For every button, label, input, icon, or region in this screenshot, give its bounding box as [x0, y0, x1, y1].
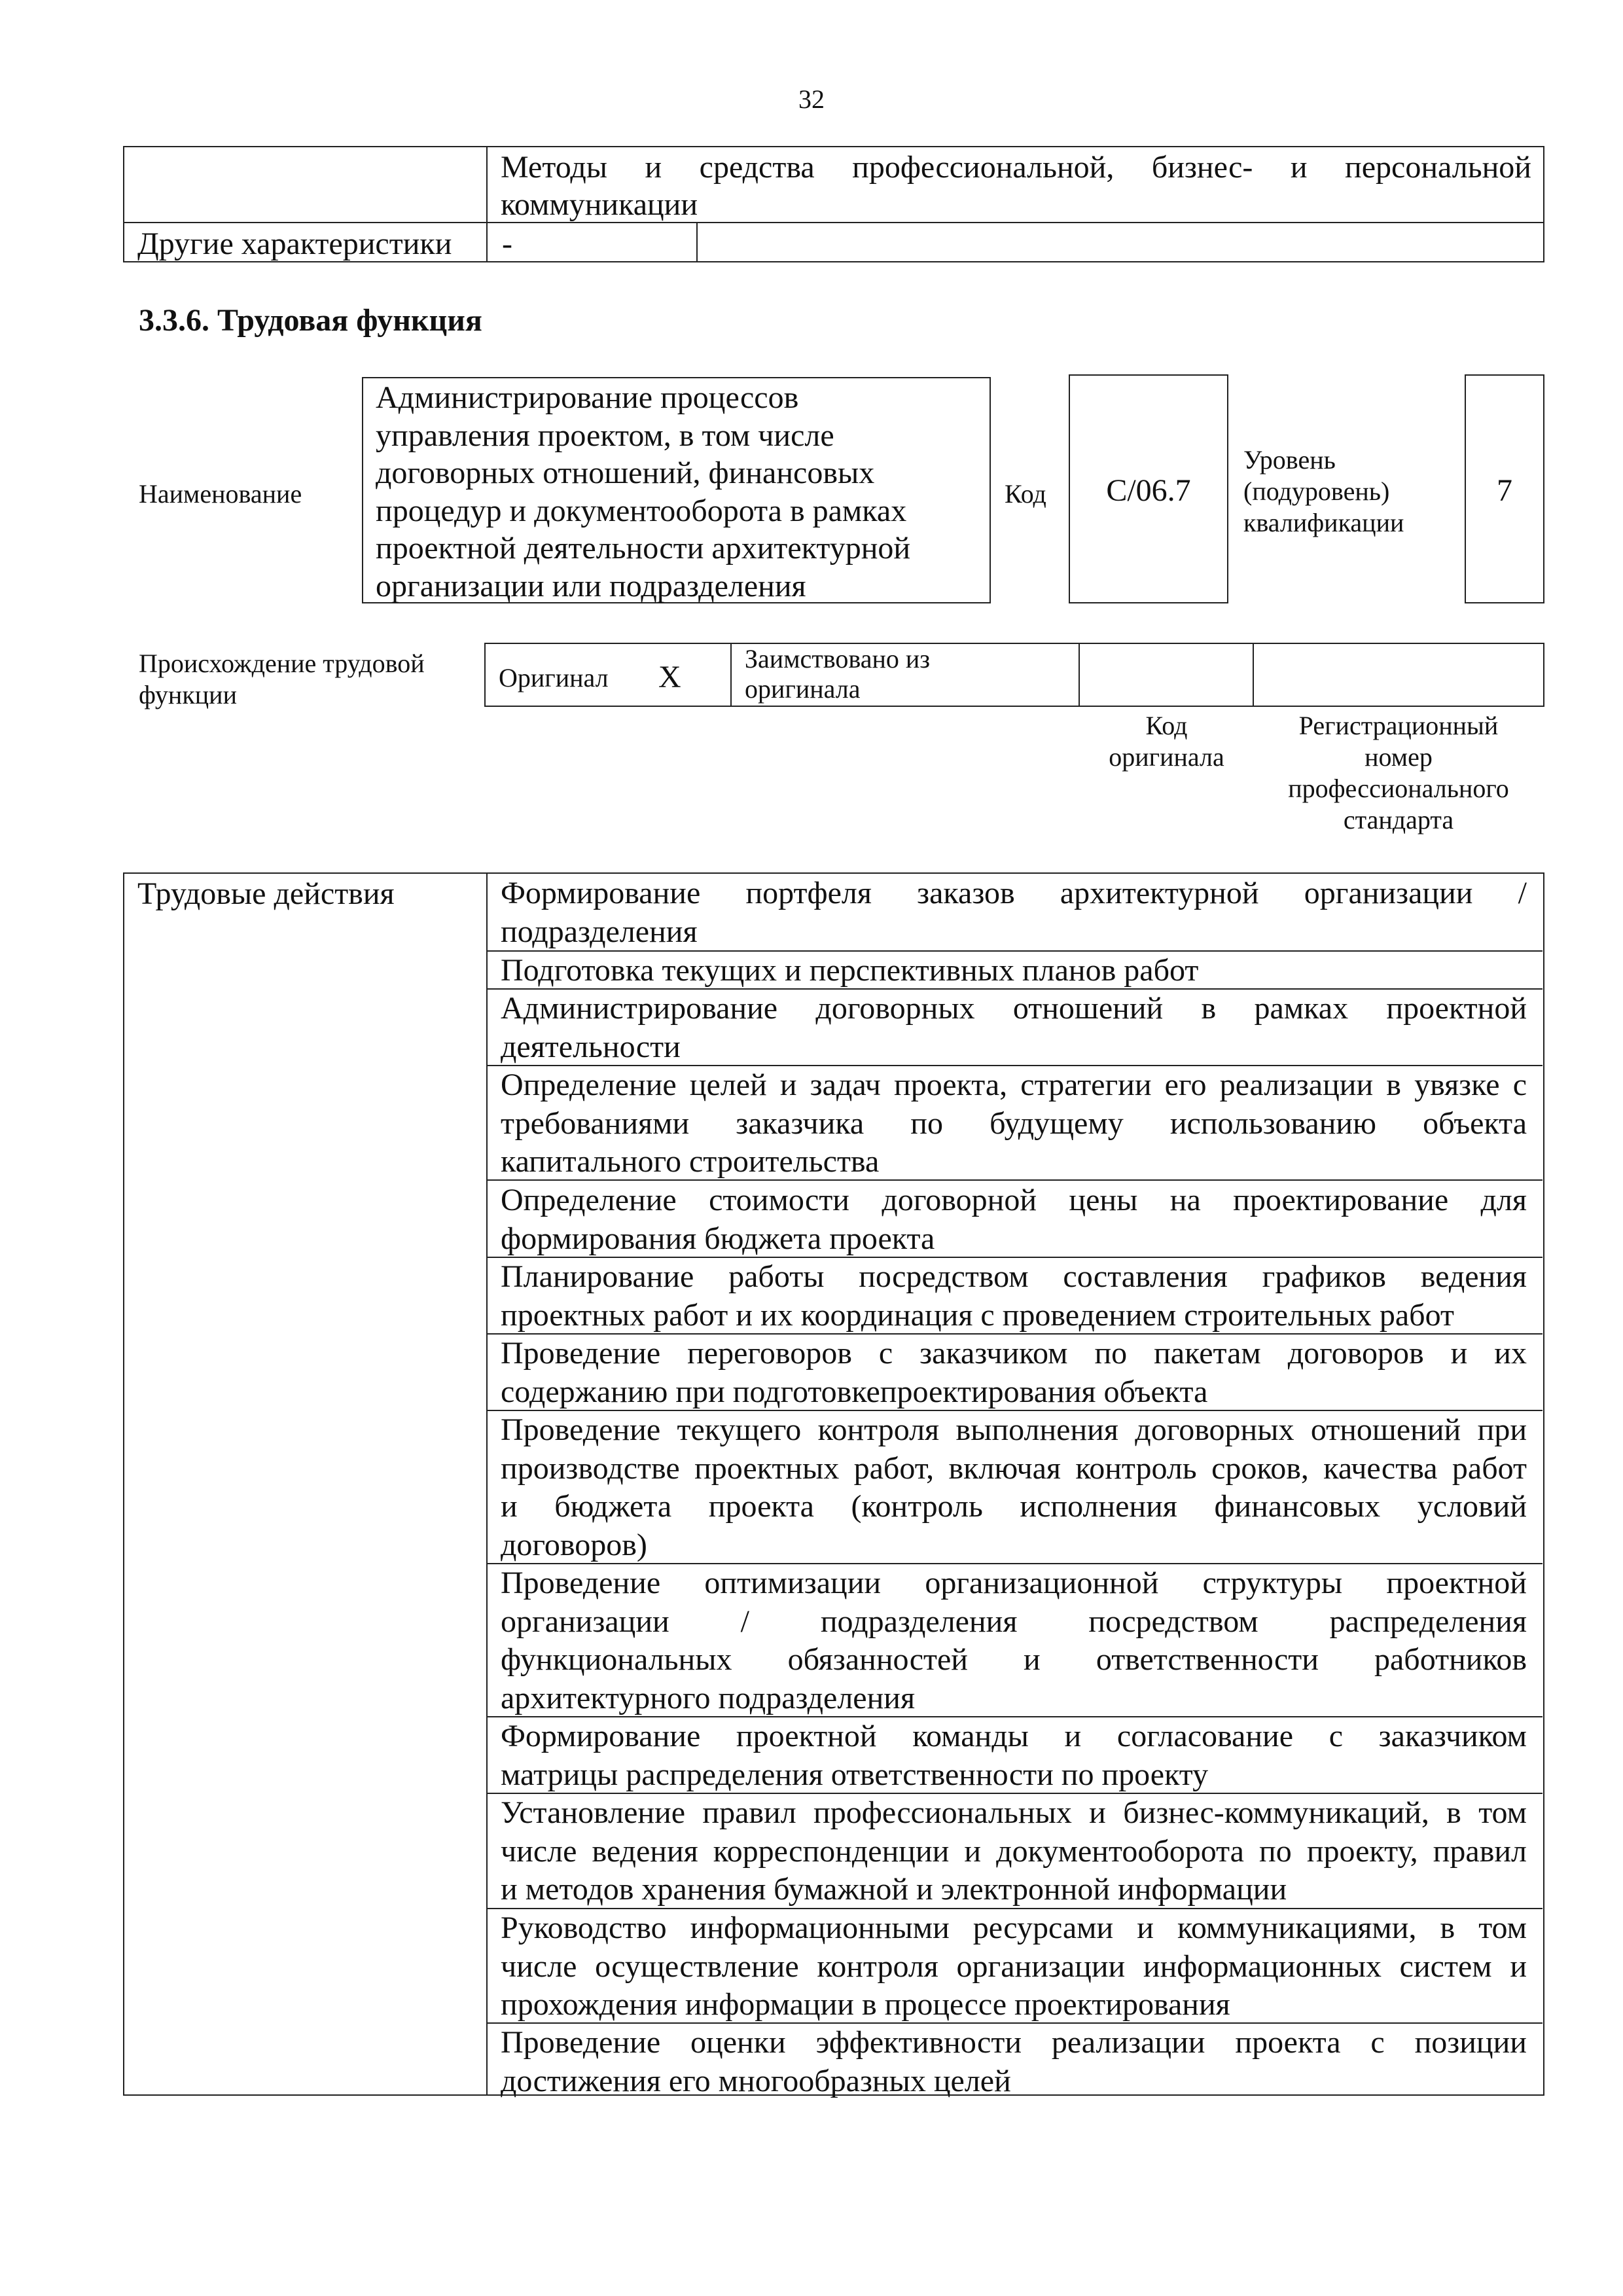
- original-label: Оригинал: [499, 663, 609, 692]
- level-label: Уровень (подуровень) квалификации: [1243, 445, 1404, 537]
- other-characteristics-value: -: [502, 226, 512, 261]
- name-label: Наименование: [139, 479, 302, 509]
- labor-action-item: Проведение текущего контроля выполнения договорных отношений при производстве проектных работ, включая контроль сроков, качества работ и бюджета проекта (контроль исполнения финансовых условий договоров): [501, 1412, 1527, 1562]
- labor-action-item: Подготовка текущих и перспективных планов работ: [501, 953, 1199, 988]
- labor-action-item: Формирование проектной команды и согласование с заказчиком матрицы распределения ответственности по проекту: [501, 1719, 1527, 1792]
- function-name: Администрирование процессов управления проектом, в том числе договорных отношений, финансовых процедур и документооборота в рамках проектной деятельности архитектурной организации или подразделения: [376, 380, 911, 603]
- original-mark: X: [658, 660, 681, 694]
- labor-action-item: Руководство информационными ресурсами и коммуникациями, в том числе осуществление контроля организации информационных систем и прохождения информации в процессе проектирования: [501, 1910, 1527, 2022]
- section-title: 3.3.6. Трудовая функция: [139, 303, 482, 338]
- level-value: 7: [1497, 473, 1512, 508]
- labor-action-item: Администрирование договорных отношений в рамках проектной деятельности: [501, 991, 1527, 1064]
- code-value: С/06.7: [1106, 473, 1191, 508]
- code-original-caption: Код оригинала: [1109, 711, 1224, 772]
- labor-action-item: Проведение оценки эффективности реализации проекта с позиции достижения его многообразных целей: [501, 2025, 1527, 2098]
- labor-action-item: Планирование работы посредством составления графиков ведения проектных работ и их координация с проведением строительных работ: [501, 1259, 1527, 1333]
- labor-action-item: Определение стоимости договорной цены на проектирование для формирования бюджета проекта: [501, 1183, 1527, 1256]
- labor-action-item: Формирование портфеля заказов архитектурной организации / подразделения: [501, 876, 1527, 949]
- labor-action-item: Определение целей и задач проекта, стратегии его реализации в увязке с требованиями заказчика по будущему использованию объекта капитального строительства: [501, 1067, 1527, 1179]
- page-number: 32: [798, 84, 825, 114]
- origin-table: [484, 643, 1544, 707]
- labor-actions-label: Трудовые действия: [137, 876, 395, 911]
- methods-line-1: Методы и средства профессиональной, бизнес- и персональной: [501, 150, 1531, 185]
- labor-action-item: Установление правил профессиональных и бизнес-коммуникаций, в том числе ведения корреспонденции и документооборота по проекту, правил и методов хранения бумажной и электронной информации: [501, 1795, 1527, 1907]
- code-label: Код: [1005, 479, 1046, 509]
- methods-line-2: коммуникации: [501, 187, 698, 222]
- labor-action-item: Проведение переговоров с заказчиком по пакетам договоров и их содержанию при подготовкепроектирования объекта: [501, 1336, 1527, 1409]
- other-characteristics-label: Другие характеристики: [137, 226, 452, 261]
- labor-action-item: Проведение оптимизации организационной структуры проектной организации / подразделения посредством распределения функциональных обязанностей и ответственности работников архитектурного подразделения: [501, 1566, 1527, 1715]
- registration-number-caption: Регистрационный номер профессионального стандарта: [1288, 711, 1509, 834]
- borrowed-label: Заимствовано из оригинала: [745, 644, 931, 704]
- origin-label: Происхождение трудовой функции: [139, 649, 425, 709]
